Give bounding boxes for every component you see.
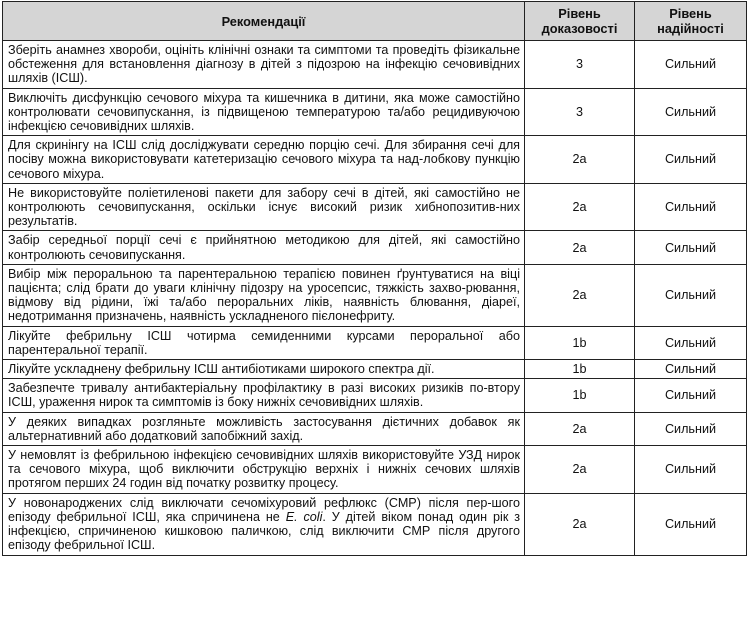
strength-cell: Сильний: [635, 360, 747, 379]
header-evidence-level: Рівень доказовості: [525, 2, 635, 41]
table-header-row: [3, 2, 747, 41]
strength-cell: Сильний: [635, 231, 747, 264]
evidence-level-cell: 2a: [525, 136, 635, 184]
evidence-level-cell: 3: [525, 41, 635, 89]
table-body: [3, 41, 747, 556]
table-row: [3, 88, 747, 136]
recommendation-cell: Лікуйте фебрильну ІСШ чотирма семиденними курсами пероральної або парентеральної терапії.: [3, 326, 525, 359]
strength-cell: Сильний: [635, 88, 747, 136]
recommendations-table: [2, 1, 747, 556]
evidence-level-cell: 2a: [525, 264, 635, 326]
table-row: [3, 183, 747, 231]
recommendation-cell: Вибір між пероральною та парентеральною терапією повинен ґрунтуватися на віці пацієнта; слід брати до уваги клінічну підозру на уросепсис, тяжкість захво-рювання, відмову від рідини, їжі та/або пероральних ліків, наявність блювання, діареї, недотримання призначень, наявність ускладненого пієлонефриту.: [3, 264, 525, 326]
strength-cell: Сильний: [635, 493, 747, 555]
table-row: [3, 264, 747, 326]
evidence-level-cell: 1b: [525, 360, 635, 379]
recommendation-cell: Зберіть анамнез хвороби, оцініть клінічні ознаки та симптоми та проведіть фізикальне обстеження для встановлення діагнозу в дітей з підозрою на інфекцію сечовивідних шляхів (ІСШ).: [3, 41, 525, 89]
strength-cell: Сильний: [635, 41, 747, 89]
evidence-level-cell: 2a: [525, 183, 635, 231]
recommendation-cell: У новонароджених слід виключати сечоміхуровий рефлюкс (СМР) після пер-шого епізоду фебрильної ІСШ, яка спричинена не E. coli. У дітей віком понад один рік з інфекцією, спричиненою кишковою паличкою, слід виключити СМР після другого епізоду фебрильної ІСШ.: [3, 493, 525, 555]
recommendation-cell: Виключіть дисфункцію сечового міхура та кишечника в дитини, яка може самостійно контролювати сечовипускання, із підвищеною температурою та/або рецидивуючою інфекцією сечовивідних шляхів.: [3, 88, 525, 136]
table-row: [3, 412, 747, 445]
strength-cell: Сильний: [635, 326, 747, 359]
recommendation-cell: Для скринінгу на ІСШ слід досліджувати середню порцію сечі. Для збирання сечі для посіву можна використовувати катетеризацію сечового міхура та над-лобкову пункцію сечового міхура.: [3, 136, 525, 184]
table-row: [3, 360, 747, 379]
strength-cell: Сильний: [635, 264, 747, 326]
recommendation-cell: Забезпечте тривалу антибактеріальну профілактику в разі високих ризиків по-вторy ІСШ, ураження нирок та симптомів із боку нижніх сечовивідних шляхів.: [3, 379, 525, 412]
strength-cell: Сильний: [635, 379, 747, 412]
evidence-level-cell: 2a: [525, 493, 635, 555]
table-row: [3, 493, 747, 555]
table-row: [3, 446, 747, 494]
recommendation-cell: Забір середньої порції сечі є прийнятною методикою для дітей, які самостійно контролюють сечовипускання.: [3, 231, 525, 264]
evidence-level-cell: 2a: [525, 412, 635, 445]
recommendation-cell: У деяких випадках розгляньте можливість застосування дієтичних добавок як альтернативний або додатковий запобіжний захід.: [3, 412, 525, 445]
table-row: [3, 41, 747, 89]
organism-name: E. coli: [285, 509, 323, 524]
table-row: [3, 326, 747, 359]
evidence-level-cell: 3: [525, 88, 635, 136]
evidence-level-cell: 2a: [525, 446, 635, 494]
header-strength: Рівень надійності: [635, 2, 747, 41]
evidence-level-cell: 2a: [525, 231, 635, 264]
recommendation-cell: У немовлят із фебрильною інфекцією сечовивідних шляхів використовуйте УЗД нирок та сечового міхура, щоб виключити обструкцію верхніх і нижніх сечових шляхів протягом перших 24 годин від початку розвитку процесу.: [3, 446, 525, 494]
evidence-level-cell: 1b: [525, 326, 635, 359]
evidence-level-cell: 1b: [525, 379, 635, 412]
recommendation-cell: Не використовуйте поліетиленові пакети для забору сечі в дітей, які самостійно не контролюють сечовипускання, оскільки існує високий ризик хибнопозитив-них результатів.: [3, 183, 525, 231]
strength-cell: Сильний: [635, 412, 747, 445]
strength-cell: Сильний: [635, 136, 747, 184]
table-row: [3, 379, 747, 412]
header-recommendations: Рекомендації: [3, 2, 525, 41]
recommendation-cell: Лікуйте ускладнену фебрильну ІСШ антибіотиками широкого спектра дії.: [3, 360, 525, 379]
strength-cell: Сильний: [635, 446, 747, 494]
strength-cell: Сильний: [635, 183, 747, 231]
table-row: [3, 231, 747, 264]
table-row: [3, 136, 747, 184]
